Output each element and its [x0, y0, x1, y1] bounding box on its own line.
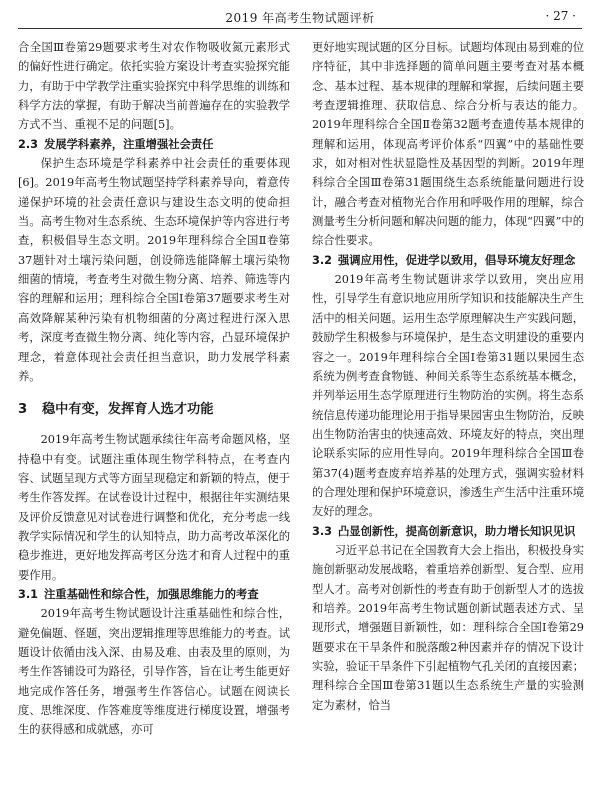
paragraph: 2019年高考生物试题设计注重基础性和综合性，避免偏题、怪题，突出逻辑推理等思维能力的考查。试题设计依循由浅入深、由易及难、由表及里的原则，为考生作答铺设可为路径，引导作答，旨在让考生能更好地完成作答任务，增强考生作答信心。试题在阅读长度、思维深度、作答难度等维度进行梯度设置，增强考生的获得感和成就感，亦可: [18, 607, 290, 737]
section-number: 3.3: [312, 524, 333, 538]
paragraph: 2019年高考生物试题承续往年高考命题风格，坚持稳中有变。试题注重体现生物学科特点，在考查内容、试题呈现方式等方面呈现稳定和新颖的特点，便于考生作答发挥。在试卷设计过程中，根据往年实测结果及评价反馈意见对试卷进行调整和优化，充分考虑一线教学实际情况和学生的认知特点，助力高考改革深化的稳步推进，更好地发挥高考区分选才和育人过程中的重要作用。: [18, 433, 290, 582]
section-title: 发展学科素养，注重增强社会责任: [44, 137, 214, 151]
section-number: 2.3: [18, 137, 39, 151]
section-number: 3.2: [312, 253, 333, 267]
section-number: 3.1: [18, 587, 39, 601]
section-title: 稳中有变，发挥育人选才功能: [42, 402, 214, 418]
paragraph: 习近平总书记在全国教育大会上指出，积极投身实施创新驱动发展战略，着重培养创新型、复合型、应用型人才。高考对创新性的考查有助于创新型人才的选拔和培养。2019年高考生物试题创新试题表述方式、呈现形式，增强题目新颖性，如：理科综合全国Ⅰ卷第29题要求在干旱条件和脱落酸2种因素并存的情况下设计实验，验证干旱条件下引起植物气孔关闭的直接因素；理科综合全国Ⅲ卷第31题以生态系统生产量的实验测定为素材，恰当: [312, 543, 584, 712]
section-heading-3-3: [312, 522, 584, 541]
section-number: 3: [18, 402, 28, 418]
section-heading-2-3: [18, 135, 290, 154]
section-title: 强调应用性，促进学以致用，倡导环境友好理念: [338, 253, 576, 267]
paragraph: 2019年高考生物试题讲求学以致用，突出应用性，引导学生有意识地应用所学知识和技能解决生产生活中的相关问题。运用生态学原理解决生产实践问题，鼓励学生积极参与环境保护，是生态文明建设的重要内容之一。2019年理科综合全国Ⅰ卷第31题以果园生态系统为例考查食物链、种间关系等生态系统基本概念，并列举运用生态学原理进行生物防治的实例。将生态系统信息传递功能理论用于指导果园害虫生物防治，反映出生物防治害虫的快速高效、环境友好的特点，突出理论联系实际的应用性导向。2019年理科综合全国Ⅲ卷第37(4)题考查废弃培养基的处理方式，强调实验材料的合理处理和保护环境意识，渗透生产生活中注重环境友好的理念。: [312, 273, 584, 519]
page-number: · 27 ·: [545, 9, 576, 23]
paragraph-continued: 更好地实现试题的区分目标。试题均体现由易到难的位序特征，其中非选择题的简单问题主要考查对基本概念、基本过程、基本规律的理解和掌握，后续问题主要考查逻辑推理、获取信息、综合分析与表达的能力。2019年理科综合全国Ⅱ卷第32题考查遗传基本规律的理解和运用，体现高考评价体系“四翼”中的基础性要求，如对相对性状显隐性及基因型的判断。2019年理科综合全国Ⅲ卷第31题围绕生态系统能量问题进行设计，融合考查对植物光合作用和呼吸作用的理解，综合测量考生分析问题和解决问题的能力，体现“四翼”中的综合性要求。: [312, 41, 584, 248]
journal-title: 2019 年高考生物试题评析: [225, 11, 375, 25]
section-title: 注重基础性和综合性，加强思维能力的考查: [44, 587, 259, 601]
right-column: [312, 38, 584, 715]
left-column: [18, 38, 290, 740]
section-heading-3: [18, 400, 290, 420]
section-heading-3-1: [18, 585, 290, 604]
paragraph-continued: 合全国Ⅲ卷第29题要求考生对农作物吸收氮元素形式的偏好性进行确定。依托实验方案设计考查实验探究能力，有助于中学教学注重实验探究中科学思维的训练和科学方法的掌握，有助于解决当前普遍存在的实验教学方式不当、重视不足的问题[5]。: [18, 41, 290, 132]
paragraph: 保护生态环境是学科素养中社会责任的重要体现[6]。2019年高考生物试题坚持学科素养导向，着意传递保护环境的社会责任意识与建设生态文明的使命担当。高考生物对生态系统、生态环境保护等内容进行考查，积极倡导生态文明。2019年理科综合全国Ⅱ卷第37题针对土壤污染问题，创设筛选能降解土壤污染物细菌的情境，考查考生对微生物分离、培养、筛选等内容的理解和运用；理科综合全国Ⅰ卷第37题要求考生对高效降解某种污染有机物细菌的分离过程进行深入思考，深度考查微生物分离、纯化等内容，凸显环境保护理念，着意体现社会责任担当意识，助力发展学科素养。: [18, 157, 290, 383]
running-header: [18, 4, 582, 29]
section-title: 凸显创新性，提高创新意识，助力增长知识见识: [338, 524, 576, 538]
section-heading-3-2: [312, 251, 584, 270]
